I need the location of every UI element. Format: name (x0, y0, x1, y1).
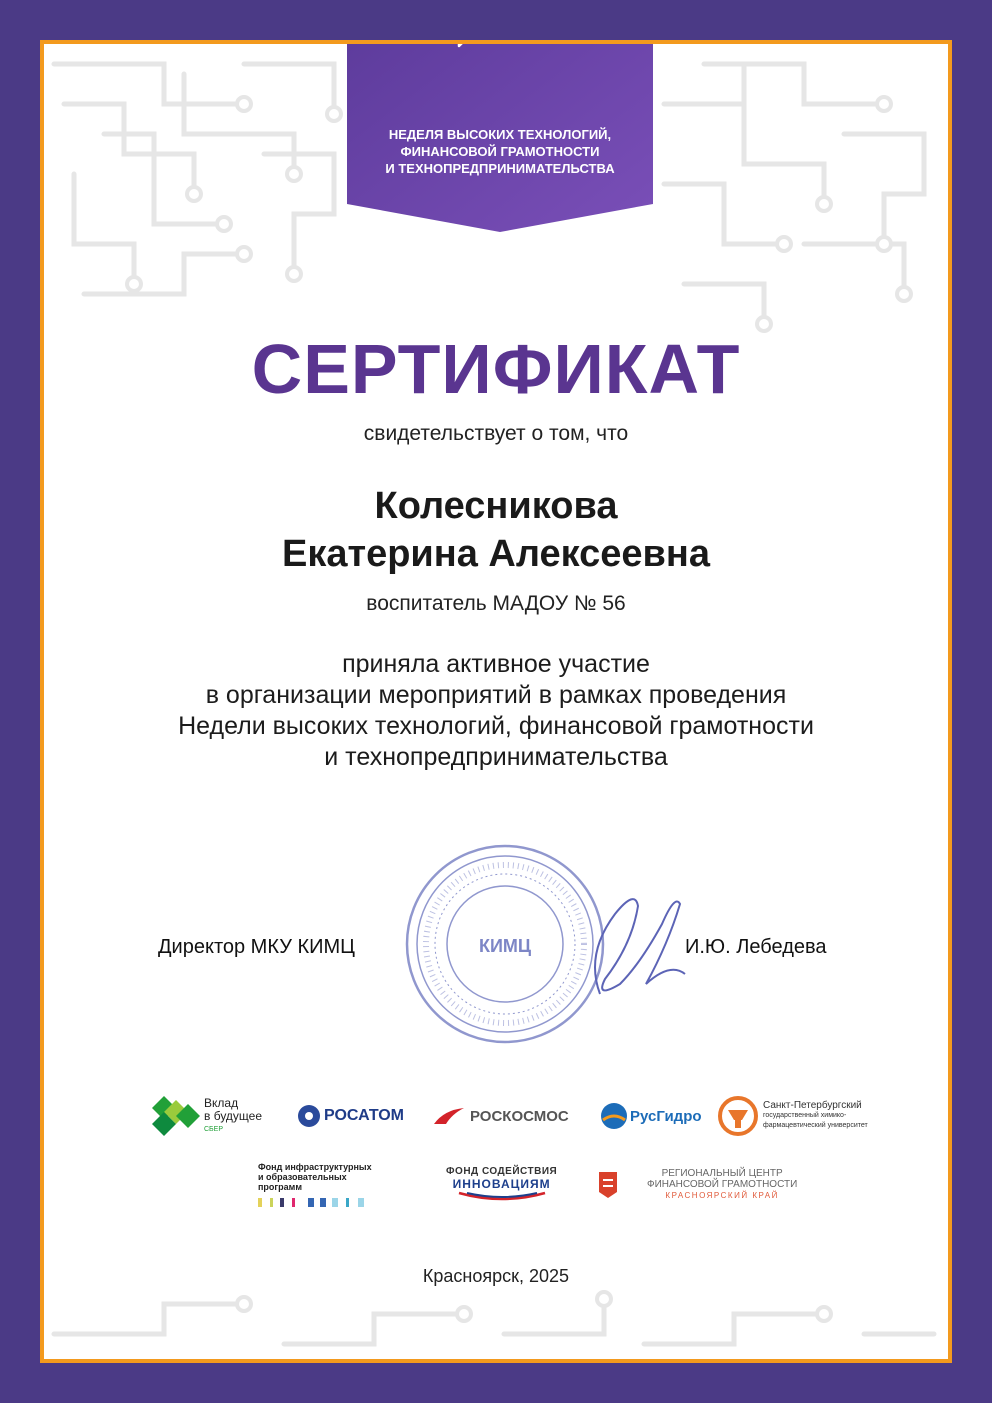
roscosmos-logo (432, 1106, 569, 1126)
event-name-line: НЕДЕЛЯ ВЫСОКИХ ТЕХНОЛОГИЙ, (388, 127, 612, 142)
fund-logo (258, 1162, 372, 1208)
vklad-logo (152, 1096, 262, 1136)
fund-line2: и образовательных (258, 1172, 347, 1182)
innov-line1: ФОНД СОДЕЙСТВИЯ (446, 1166, 558, 1177)
body-line: в организации мероприятий в рамках проведения (205, 681, 787, 709)
signer-name: И.Ю. Лебедева (685, 936, 827, 958)
rc-line3: КРАСНОЯРСКИЙ КРАЙ (665, 1191, 779, 1200)
rc-line1: РЕГИОНАЛЬНЫЙ ЦЕНТР (661, 1168, 783, 1179)
spchfu-line2: государственный химико- (763, 1112, 847, 1119)
regional-center-logo (597, 1168, 797, 1201)
signature-scribble (595, 899, 685, 994)
signer-title: Директор МКУ КИМЦ (158, 936, 355, 958)
rushydro-logo (600, 1102, 702, 1130)
body-line: Недели высоких технологий, финансовой грамотности (178, 712, 814, 740)
regional-center-icon (597, 1170, 619, 1200)
stamp-center-text: КИМЦ (478, 936, 532, 956)
partner-logos (44, 1084, 948, 1224)
spchfu-logo (718, 1094, 868, 1138)
official-stamp (400, 834, 700, 1054)
fund-bars-icon (258, 1196, 368, 1208)
atom-icon (590, 40, 624, 43)
vklad-line2: в будущее (204, 1108, 263, 1123)
event-name (357, 126, 643, 177)
vklad-icon (152, 1096, 200, 1136)
spchfu-line3: фармацевтический университет (763, 1122, 868, 1129)
body-line: и технопредпринимательства (324, 743, 668, 771)
event-icons (347, 40, 653, 50)
head-gear-icon (489, 40, 526, 42)
fund-line3: программ (258, 1182, 302, 1192)
event-name-line: И ТЕХНОПРЕДПРИНИМАТЕЛЬСТВА (385, 161, 615, 176)
body-line: приняла активное участие (342, 650, 650, 678)
vklad-sub: СБЕР (204, 1125, 223, 1133)
innov-line2: ИННОВАЦИЯМ (452, 1177, 551, 1191)
rocket-icon (443, 40, 479, 46)
innovation-fund-logo (446, 1166, 557, 1201)
rosatom-name: РОСАТОМ (324, 1107, 404, 1124)
recipient-given-names: Екатерина Алексеевна (281, 533, 711, 575)
certificate-page (40, 40, 952, 1363)
stairs-icon (539, 40, 583, 42)
spchfu-icon (718, 1094, 758, 1138)
certificate-body (44, 649, 948, 773)
rc-line2: ФИНАНСОВОЙ ГРАМОТНОСТИ (647, 1179, 798, 1190)
spchfu-line1: Санкт-Петербургский (763, 1100, 862, 1111)
rushydro-icon (600, 1102, 628, 1130)
recipient-surname: Колесникова (374, 485, 618, 527)
fund-line1: Фонд инфраструктурных (258, 1162, 372, 1172)
event-ribbon (347, 40, 653, 232)
rosatom-logo (297, 1104, 404, 1128)
innov-swoosh-icon (457, 1191, 547, 1201)
certificate-subtitle: свидетельствует о том, что (363, 422, 629, 445)
rushydro-name: РусГидро (630, 1107, 702, 1125)
certificate-title: СЕРТИФИКАТ (251, 330, 741, 408)
rosatom-icon (297, 1104, 321, 1128)
recipient-position: воспитатель МАДОУ № 56 (366, 592, 626, 615)
event-name-line: ФИНАНСОВОЙ ГРАМОТНОСТИ (400, 144, 600, 159)
recipient-name (44, 482, 948, 578)
city-year: Красноярск, 2025 (422, 1266, 570, 1286)
roscosmos-icon (432, 1106, 466, 1126)
roscosmos-name: РОСКОСМОС (470, 1107, 569, 1125)
vklad-line1: Вклад (204, 1095, 239, 1110)
